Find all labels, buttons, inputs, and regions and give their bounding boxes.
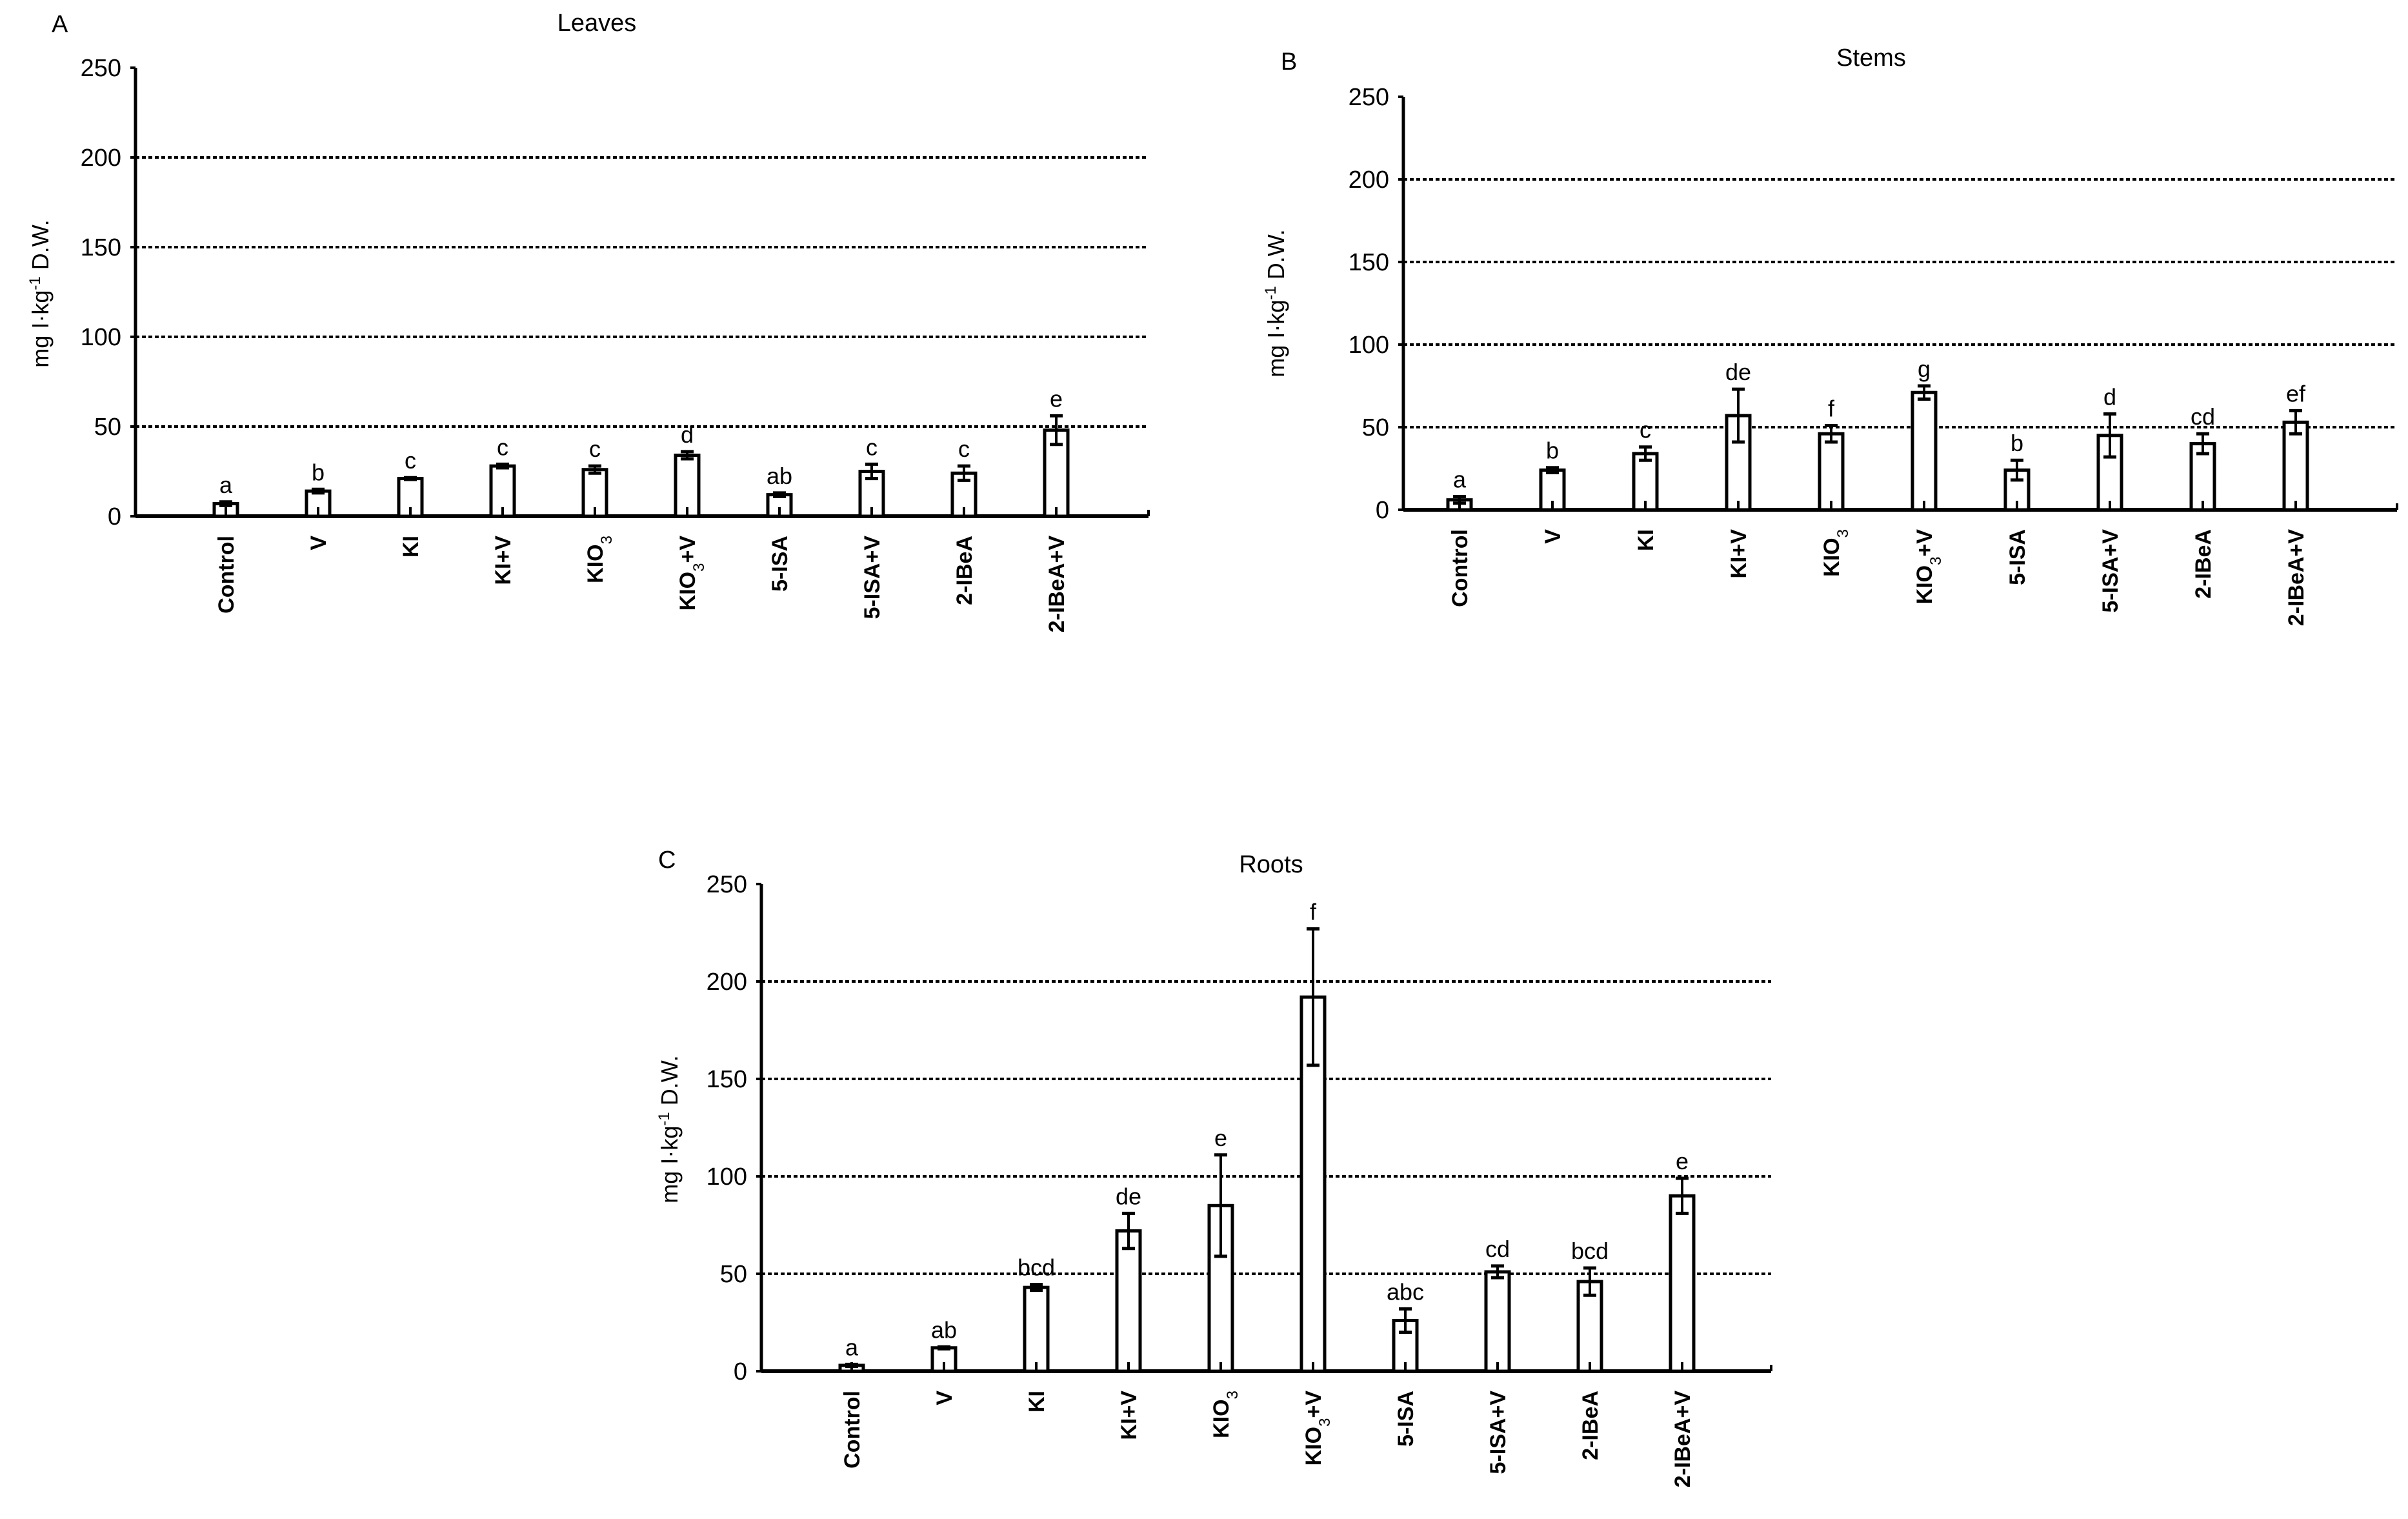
panel-letter: C bbox=[658, 847, 676, 874]
bar-group bbox=[1018, 1254, 1055, 1413]
significance-letter: g bbox=[1917, 356, 1931, 382]
y-tick-label: 100 bbox=[1348, 332, 1389, 359]
significance-letter: a bbox=[1452, 466, 1467, 493]
y-tick-label: 250 bbox=[706, 871, 747, 898]
significance-letter: ef bbox=[2285, 380, 2306, 407]
bar-group bbox=[1116, 1183, 1141, 1440]
significance-letter: de bbox=[1725, 359, 1752, 386]
bar-group bbox=[399, 447, 423, 558]
bar bbox=[1912, 392, 1936, 510]
bar bbox=[1671, 1196, 1694, 1371]
category-label: 5-ISA+V bbox=[2098, 529, 2123, 613]
bar-group bbox=[214, 472, 239, 614]
bar-group bbox=[306, 459, 331, 550]
bar-group bbox=[1209, 1125, 1241, 1438]
category-label: 2-IBeA+V bbox=[1671, 1391, 1695, 1488]
y-tick-label: 200 bbox=[706, 969, 747, 996]
category-label: Control bbox=[214, 536, 239, 614]
bar-group bbox=[1820, 395, 1852, 576]
significance-letter: e bbox=[1214, 1124, 1228, 1151]
category-label: $KIO_3+V$ bbox=[1301, 1391, 1334, 1466]
bar bbox=[1025, 1287, 1048, 1371]
significance-letter: d bbox=[2103, 383, 2117, 410]
category-label: V bbox=[1541, 529, 1565, 544]
category-label: KI bbox=[399, 536, 423, 558]
y-tick-label: 200 bbox=[1348, 166, 1389, 194]
significance-letter: b bbox=[311, 459, 325, 486]
significance-letter: de bbox=[1115, 1183, 1142, 1210]
bar-group bbox=[1485, 1236, 1510, 1474]
category-label: 5-ISA+V bbox=[860, 536, 885, 619]
y-axis-label: mg $I\cdot kg^{-1}$ D.W. bbox=[26, 219, 54, 368]
bar bbox=[676, 455, 699, 516]
bar-group bbox=[1571, 1238, 1609, 1460]
bar-group bbox=[1045, 385, 1069, 632]
significance-letter: e bbox=[1675, 1148, 1689, 1175]
bar bbox=[1820, 434, 1843, 510]
bar-group bbox=[583, 436, 616, 583]
category-label: $KIO_3$ bbox=[1820, 529, 1852, 577]
bar-group bbox=[2284, 380, 2309, 626]
y-tick-label: 50 bbox=[1361, 414, 1389, 441]
y-tick-label: 100 bbox=[80, 324, 121, 351]
significance-letter: bcd bbox=[1017, 1254, 1056, 1281]
category-label: V bbox=[932, 1391, 957, 1405]
significance-letter: c bbox=[866, 434, 878, 461]
significance-letter: f bbox=[1827, 395, 1835, 422]
significance-letter: c bbox=[589, 436, 601, 463]
y-axis-label: mg $I\cdot kg^{-1}$ D.W. bbox=[655, 1055, 683, 1203]
bar-group bbox=[2098, 384, 2123, 613]
category-label: 5-ISA bbox=[1394, 1391, 1418, 1447]
y-tick-label: 0 bbox=[107, 503, 121, 530]
category-label: 5-ISA bbox=[2005, 529, 2030, 585]
bar-group bbox=[860, 434, 885, 619]
significance-letter: c bbox=[958, 436, 970, 463]
category-label: Control bbox=[1448, 529, 1472, 607]
y-tick-label: 250 bbox=[1348, 84, 1389, 111]
bar-group bbox=[1301, 898, 1334, 1465]
significance-letter: d bbox=[680, 421, 694, 448]
y-tick-label: 50 bbox=[719, 1261, 747, 1288]
significance-letter: a bbox=[845, 1334, 859, 1361]
panel-b-stems bbox=[1262, 45, 2398, 626]
chart-title: Stems bbox=[1836, 45, 1906, 72]
category-label: $KIO_3$ bbox=[583, 536, 616, 583]
y-tick-label: 50 bbox=[94, 414, 121, 441]
category-label: $KIO_3$ bbox=[1209, 1391, 1241, 1438]
bar-group bbox=[1725, 359, 1751, 578]
category-label: $KIO_3+V$ bbox=[1912, 529, 1945, 605]
significance-letter: abc bbox=[1386, 1278, 1425, 1305]
panel-letter: A bbox=[52, 11, 68, 38]
bar-group bbox=[1448, 467, 1472, 607]
category-label: $KIO_3+V$ bbox=[676, 536, 708, 611]
significance-letter: b bbox=[1545, 437, 1560, 464]
panel-c-roots bbox=[656, 847, 1772, 1487]
category-label: 5-ISA+V bbox=[1486, 1391, 1510, 1474]
bar-group bbox=[1541, 438, 1565, 544]
category-label: 5-ISA bbox=[768, 536, 792, 592]
category-label: V bbox=[306, 536, 331, 550]
y-tick-label: 150 bbox=[706, 1066, 747, 1093]
panel-letter: B bbox=[1281, 48, 1298, 75]
bar-group bbox=[1634, 417, 1658, 551]
chart-title: Roots bbox=[1239, 851, 1303, 878]
panel-a-leaves bbox=[26, 10, 1149, 632]
category-label: KI bbox=[1634, 529, 1658, 551]
category-label: Control bbox=[840, 1391, 865, 1469]
category-label: 2-IBeA bbox=[1578, 1391, 1603, 1460]
bar-group bbox=[767, 463, 792, 592]
significance-letter: c bbox=[405, 447, 416, 474]
significance-letter: c bbox=[497, 434, 508, 461]
bar-group bbox=[1387, 1278, 1424, 1447]
y-tick-label: 0 bbox=[1375, 497, 1389, 524]
category-label: KI+V bbox=[491, 536, 516, 585]
y-tick-label: 150 bbox=[80, 234, 121, 261]
bar-group bbox=[2005, 430, 2030, 585]
bar-group bbox=[1671, 1148, 1695, 1487]
bar-group bbox=[952, 436, 977, 605]
bar-group bbox=[2191, 403, 2216, 598]
y-tick-label: 150 bbox=[1348, 249, 1389, 276]
category-label: KI+V bbox=[1117, 1391, 1141, 1440]
y-axis-label: mg $I\cdot kg^{-1}$ D.W. bbox=[1261, 229, 1289, 377]
y-tick-label: 0 bbox=[733, 1358, 747, 1385]
significance-letter: c bbox=[1640, 416, 1651, 443]
category-label: 2-IBeA+V bbox=[1045, 536, 1069, 633]
significance-letter: ab bbox=[766, 462, 793, 489]
significance-letter: e bbox=[1049, 385, 1063, 412]
category-label: 2-IBeA+V bbox=[2284, 529, 2309, 627]
bar bbox=[1117, 1231, 1140, 1371]
bar-group bbox=[931, 1316, 957, 1405]
significance-letter: bcd bbox=[1570, 1237, 1609, 1264]
bar bbox=[1486, 1272, 1509, 1371]
significance-letter: ab bbox=[930, 1316, 958, 1343]
y-tick-label: 250 bbox=[80, 55, 121, 82]
significance-letter: a bbox=[219, 471, 233, 498]
bar-group bbox=[840, 1334, 865, 1468]
category-label: 2-IBeA bbox=[2191, 529, 2216, 599]
y-tick-label: 100 bbox=[706, 1163, 747, 1191]
bar-group bbox=[491, 434, 516, 585]
category-label: KI+V bbox=[1727, 529, 1751, 579]
significance-letter: f bbox=[1309, 898, 1317, 925]
significance-letter: cd bbox=[2190, 403, 2216, 430]
category-label: KI bbox=[1025, 1391, 1049, 1413]
significance-letter: cd bbox=[1485, 1235, 1510, 1262]
bar-group bbox=[1912, 356, 1945, 604]
significance-letter: b bbox=[2010, 430, 2024, 457]
category-label: 2-IBeA bbox=[952, 536, 977, 605]
y-tick-label: 200 bbox=[80, 145, 121, 172]
chart-title: Leaves bbox=[557, 10, 637, 37]
